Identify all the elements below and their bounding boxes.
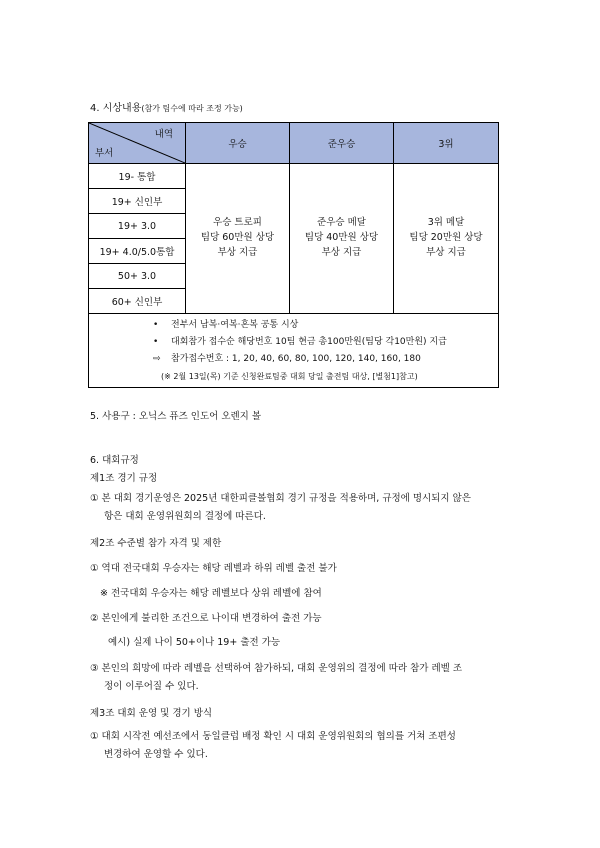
header-second-place: 준우승 bbox=[290, 123, 394, 164]
article-1-item-1-line-1: ① 본 대회 경기운영은 2025년 대한피클볼협회 경기 규정을 적용하며, 규정에 명시되지 않은 bbox=[90, 493, 471, 504]
prize-line: 부상 지급 bbox=[426, 246, 466, 258]
category-cell: 19+ 4.0/5.0통합 bbox=[89, 239, 186, 264]
prize-line: 우승 트로피 bbox=[213, 217, 262, 229]
prize-table bbox=[88, 122, 499, 388]
prize-table-header-row bbox=[89, 123, 499, 164]
corner-label-bottom: 부서 bbox=[95, 148, 114, 159]
article-2-item-2: ② 본인에게 불리한 조건으로 나이대 변경하여 출전 가능 bbox=[90, 613, 322, 624]
prize-line: 팀당 60만원 상당 bbox=[200, 232, 275, 244]
section-5: 5. 사용구 : 오닉스 퓨즈 인도어 오렌지 볼 bbox=[90, 411, 262, 422]
note-arrow: ⇨ 참가접수번호 : 1, 20, 40, 60, 80, 100, 120, 140, 160, 180 bbox=[89, 351, 498, 368]
article-2-title: 제2조 수준별 참가 자격 및 제한 bbox=[90, 538, 222, 549]
article-2-item-1: ① 역대 전국대회 우승자는 해당 레벨과 하위 레벨 출전 불가 bbox=[90, 563, 337, 574]
prize-line: 팀당 20만원 상당 bbox=[409, 232, 483, 244]
article-3-item-1-line-2: 변경하여 운영할 수 있다. bbox=[104, 749, 208, 760]
prize-line: 3위 메달 bbox=[427, 217, 465, 229]
article-1-item-1-line-2: 항은 대회 운영위원회의 결정에 따른다. bbox=[104, 511, 266, 522]
category-cell: 19- 통합 bbox=[89, 164, 186, 189]
prize-line: 부상 지급 bbox=[321, 246, 362, 258]
prize-line: 준우승 메달 bbox=[317, 217, 366, 229]
article-2-item-3-line-1: ③ 본인의 희망에 따라 레벨을 선택하여 참가하되, 대회 운영위의 결정에 따라 참가 레벨 조 bbox=[90, 663, 462, 674]
header-third-place: 3위 bbox=[394, 123, 499, 164]
category-cell: 60+ 신인부 bbox=[89, 289, 186, 314]
article-3-title: 제3조 대회 운영 및 경기 방식 bbox=[90, 708, 213, 719]
prize-cell-first bbox=[186, 164, 290, 314]
prize-cell-second bbox=[290, 164, 394, 314]
article-2-item-3-line-2: 정이 이루어질 수 있다. bbox=[104, 681, 199, 692]
section-6-title: 6. 대회규정 bbox=[90, 455, 139, 466]
category-cell: 19+ 3.0 bbox=[89, 214, 186, 239]
prize-line: 팀당 40만원 상당 bbox=[304, 232, 379, 244]
prize-line: 부상 지급 bbox=[217, 246, 258, 258]
article-2-item-1-note: ※ 전국대회 우승자는 해당 레벨보다 상위 레벨에 참여 bbox=[100, 588, 322, 599]
article-3-item-1-line-1: ① 대회 시작전 예선조에서 동일클럽 배정 확인 시 대회 운영위원회의 협의를 거쳐 조편성 bbox=[90, 731, 456, 742]
section-4-title-note: (참가 팀수에 따라 조정 가능) bbox=[141, 104, 243, 113]
bullet-icon: • bbox=[153, 320, 159, 330]
category-cell: 50+ 3.0 bbox=[89, 264, 186, 289]
notes-cell bbox=[89, 314, 499, 388]
prize-cell-third bbox=[394, 164, 499, 314]
note-bullet-2: • 대회참가 접수순 해당번호 10팀 현금 총100만원(팀당 각10만원) 지급 bbox=[89, 334, 498, 351]
header-first-place: 우승 bbox=[186, 123, 290, 164]
article-2-item-2-example: 예시) 실제 나이 50+이나 19+ 출전 가능 bbox=[108, 637, 281, 648]
category-cell: 19+ 신인부 bbox=[89, 189, 186, 214]
table-corner-cell bbox=[89, 123, 186, 164]
bullet-icon: • bbox=[153, 337, 159, 347]
note-bullet-1: • 전부서 남복·여복·혼복 공통 시상 bbox=[89, 317, 498, 334]
section-4-title: 4. 시상내용(참가 팀수에 따라 조정 가능) bbox=[90, 103, 243, 114]
article-1-title: 제1조 경기 규정 bbox=[90, 473, 158, 484]
arrow-right-icon: ⇨ bbox=[153, 354, 161, 364]
note-footnote: (※ 2월 13일(목) 기준 신청완료팀중 대회 당일 출전팀 대상, [별첨1]참고) bbox=[161, 372, 418, 381]
corner-label-top: 내역 bbox=[154, 129, 173, 140]
